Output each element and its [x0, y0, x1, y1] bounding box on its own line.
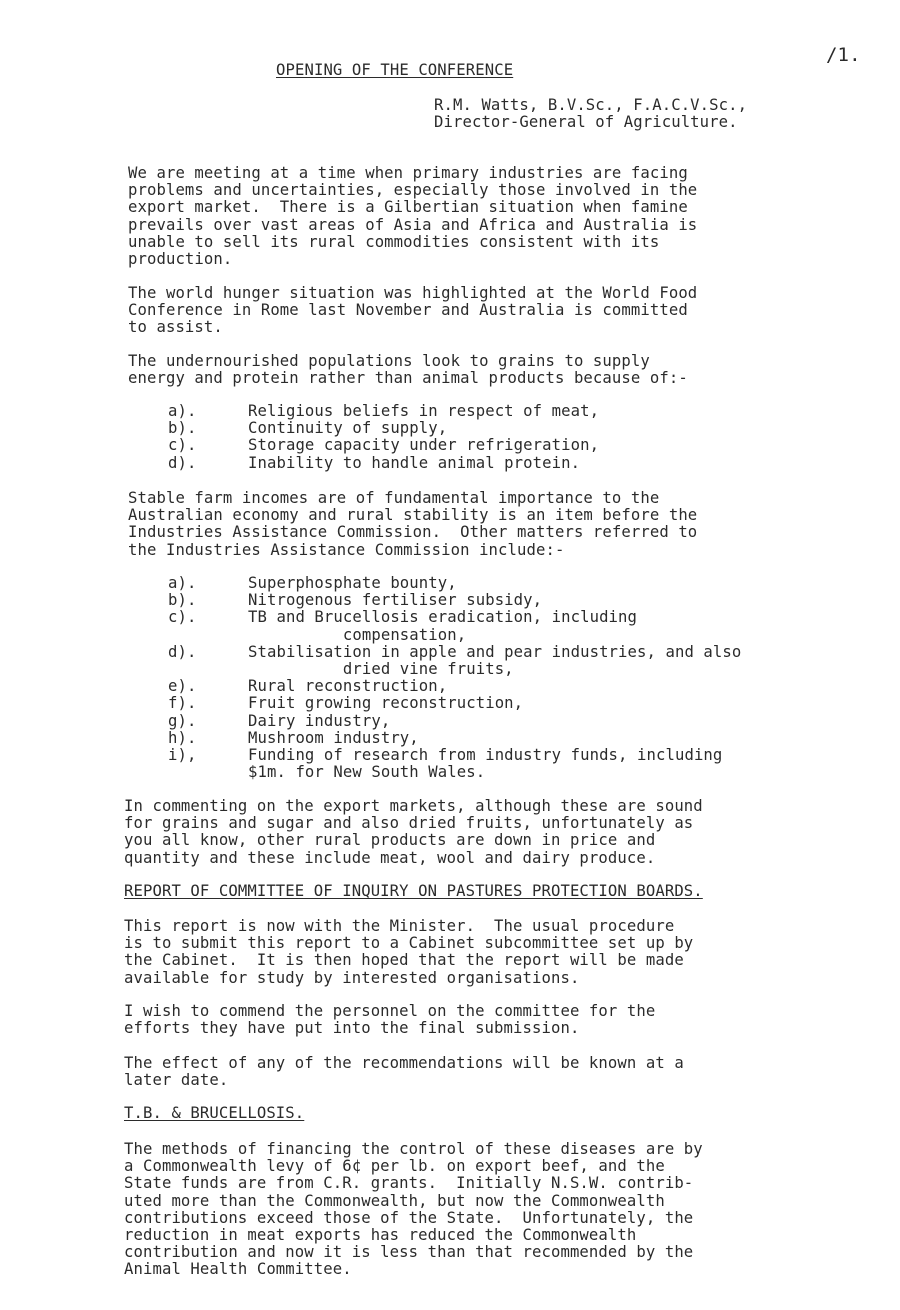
list-item-label: e). — [168, 677, 197, 696]
paragraph-9 — [124, 1141, 703, 1279]
text-line: The undernourished populations look to grains to supply — [128, 352, 650, 370]
text-line: The world hunger situation was highlighted at the World Food — [128, 284, 698, 302]
list-item-label: a). — [168, 402, 197, 420]
text-line: uted more than the Commonwealth, but now the Commonwealth — [124, 1191, 665, 1210]
paragraph-8 — [124, 1055, 684, 1089]
list-item-text: Superphosphate bounty, — [248, 574, 457, 592]
list-item-label: d). — [168, 453, 197, 472]
text-line: for grains and sugar and also dried fruits, unfortunately as — [124, 814, 694, 833]
text-line: a Commonwealth levy of 6¢ per lb. on export beef, and the — [124, 1157, 665, 1176]
text-line: contribution and now it is less than that recommended by the — [124, 1243, 694, 1262]
page-number: /1. — [826, 44, 861, 66]
list-item-text: TB and Brucellosis eradication, including — [248, 608, 638, 627]
list-item-text: Rural reconstruction, — [248, 677, 448, 696]
text-line: contributions exceed those of the State. Unfortunately, the — [124, 1208, 694, 1227]
text-line: Conference in Rome last November and Australia is committed — [128, 301, 688, 320]
list-item-text: Nitrogenous fertiliser subsidy, — [248, 591, 543, 610]
text-line: you all know, other rural products are down in price and — [124, 831, 656, 850]
text-line: to assist. — [128, 318, 223, 337]
text-line: production. — [128, 250, 233, 269]
text-line: is to submit this report to a Cabinet subcommittee set up by — [124, 934, 694, 953]
paragraph-1 — [128, 165, 697, 268]
list-item-label: d). — [168, 642, 197, 661]
author-name: R.M. Watts, B.V.Sc., F.A.C.V.Sc., — [434, 96, 748, 114]
text-line: This report is now with the Minister. The usual procedure — [124, 917, 675, 935]
section-heading-tb-brucellosis: T.B. & BRUCELLOSIS. — [124, 1104, 305, 1122]
text-line: Stable farm incomes are of fundamental importance to the — [128, 489, 660, 507]
list-item-label: f). — [168, 694, 197, 713]
text-line: quantity and these include meat, wool and dairy produce. — [124, 848, 656, 867]
text-line: efforts they have put into the final submission. — [124, 1019, 580, 1038]
list-item-text: Stabilisation in apple and pear industries, and also — [248, 642, 742, 661]
text-line: The effect of any of the recommendations will be known at a — [124, 1054, 684, 1072]
text-line: the Industries Assistance Commission include:- — [128, 540, 565, 559]
text-line: Industries Assistance Commission. Other matters referred to — [128, 523, 698, 542]
text-line: I wish to commend the personnel on the committee for the — [124, 1002, 656, 1020]
text-line: reduction in meat exports has reduced the Commonwealth — [124, 1226, 637, 1245]
text-line: In commenting on the export markets, although these are sound — [124, 797, 703, 815]
text-line: export market. There is a Gilbertian situation when famine — [128, 198, 688, 217]
list-item-label: h). — [168, 728, 197, 747]
text-line: the Cabinet. It is then hoped that the report will be made — [124, 951, 684, 970]
list-item-label: c). — [168, 608, 197, 627]
text-line: unable to sell its rural commodities consistent with its — [128, 232, 660, 251]
list-item-text: Dairy industry, — [248, 711, 391, 730]
author-position: Director-General of Agriculture. — [434, 113, 738, 131]
paragraph-3 — [128, 353, 688, 387]
text-line: The methods of financing the control of these diseases are by — [124, 1140, 703, 1158]
list-item-text: dried vine fruits, — [248, 660, 514, 678]
list-item-label: i), — [168, 746, 197, 764]
text-line: available for study by interested organisations. — [124, 968, 580, 987]
text-line: energy and protein rather than animal products because of:- — [128, 369, 688, 388]
paragraph-2 — [128, 285, 697, 337]
list-item-label: g). — [168, 711, 197, 730]
paragraph-4 — [128, 490, 697, 559]
paragraph-6 — [124, 918, 693, 987]
text-line: problems and uncertainties, especially those involved in the — [128, 181, 698, 200]
list-item-text: Funding of research from industry funds, including — [248, 746, 723, 764]
text-line: Australian economy and rural stability is an item before the — [128, 506, 698, 525]
text-line: Animal Health Committee. — [124, 1260, 352, 1279]
list-item-text: Storage capacity under refrigeration, — [248, 436, 600, 455]
list-item-label: c). — [168, 436, 197, 455]
text-line: later date. — [124, 1071, 229, 1090]
list-item-text: Mushroom industry, — [248, 728, 419, 747]
list-item-text: $1m. for New South Wales. — [248, 763, 486, 782]
list-item-text: Fruit growing reconstruction, — [248, 694, 524, 713]
paragraph-7 — [124, 1003, 655, 1037]
text-line: State funds are from C.R. grants. Initially N.S.W. contrib- — [124, 1174, 694, 1193]
list-item-text: Religious beliefs in respect of meat, — [248, 402, 600, 420]
list-item-label: a). — [168, 574, 197, 592]
list-item-text: Continuity of supply, — [248, 419, 448, 438]
text-line: We are meeting at a time when primary industries are facing — [128, 164, 688, 182]
text-line: prevails over vast areas of Asia and Africa and Australia is — [128, 215, 698, 234]
list-item-text: compensation, — [248, 625, 467, 644]
list-item-label: b). — [168, 419, 197, 438]
page-title: OPENING OF THE CONFERENCE — [276, 61, 514, 79]
list-item-text: Inability to handle animal protein. — [248, 453, 581, 472]
section-heading-pastures: REPORT OF COMMITTEE OF INQUIRY ON PASTURES PROTECTION BOARDS. — [124, 882, 703, 900]
paragraph-5 — [124, 798, 703, 867]
list-item-label: b). — [168, 591, 197, 610]
